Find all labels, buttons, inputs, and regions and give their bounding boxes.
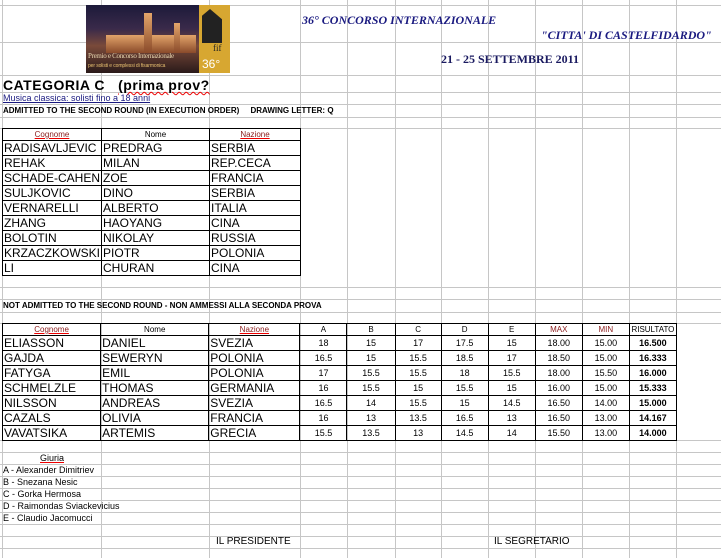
score-cell[interactable]: 18.50 bbox=[535, 351, 582, 366]
drawing-letter: DRAWING LETTER: Q bbox=[250, 106, 334, 115]
score-cell[interactable]: 15.5 bbox=[395, 351, 441, 366]
col-header-max: MAX bbox=[535, 324, 582, 336]
table-row[interactable] bbox=[3, 231, 301, 246]
country-cell[interactable]: POLONIA bbox=[209, 366, 300, 381]
score-cell[interactable]: 13.00 bbox=[582, 411, 629, 426]
score-cell[interactable]: 18 bbox=[300, 336, 347, 351]
col-header-cognome: Cognome bbox=[3, 324, 101, 336]
score-cell[interactable]: 15.5 bbox=[488, 366, 535, 381]
surname-cell[interactable]: SCHADE-CAHEN bbox=[4, 171, 101, 185]
row-gridline bbox=[0, 104, 721, 105]
score-cell[interactable]: 15.50 bbox=[535, 426, 582, 441]
country-cell[interactable]: GRECIA bbox=[209, 426, 300, 441]
col-header-a: A bbox=[300, 324, 347, 336]
score-cell[interactable]: 16.50 bbox=[535, 411, 582, 426]
surname-cell[interactable]: KRZACZKOWSKI bbox=[4, 246, 101, 260]
not-admitted-table bbox=[2, 323, 677, 441]
banner-line1: Premio e Concorso Internazionale bbox=[88, 52, 174, 60]
not-admitted-heading: NOT ADMITTED TO THE SECOND ROUND - NON AMMESSI ALLA SECONDA PROVA bbox=[3, 301, 322, 310]
score-cell[interactable]: 16 bbox=[300, 381, 347, 396]
category-label: CATEGORIA C bbox=[3, 77, 105, 93]
name-cell[interactable]: ZOE bbox=[102, 171, 210, 186]
surname-cell[interactable]: REHAK bbox=[3, 156, 102, 171]
country-cell[interactable]: REP.CECA bbox=[210, 156, 301, 171]
col-header-d: D bbox=[441, 324, 488, 336]
name-cell[interactable]: CHURAN bbox=[102, 261, 210, 276]
column-gridline bbox=[347, 0, 348, 558]
accordion-icon bbox=[202, 9, 222, 43]
score-cell[interactable]: 14 bbox=[488, 426, 535, 441]
name-cell[interactable]: PIOTR bbox=[102, 246, 210, 261]
score-cell[interactable]: 13.5 bbox=[395, 411, 441, 426]
score-cell[interactable]: 14.5 bbox=[488, 396, 535, 411]
score-cell[interactable]: 13.5 bbox=[347, 426, 395, 441]
col-header-nazione: Nazione bbox=[209, 324, 300, 336]
score-cell[interactable]: 15.5 bbox=[441, 381, 488, 396]
name-cell[interactable]: ARTEMIS bbox=[101, 426, 209, 441]
row-gridline bbox=[0, 488, 721, 489]
result-cell[interactable]: 15.333 bbox=[629, 381, 676, 396]
category-description: Musica classica: solisti fino a 18 anni bbox=[3, 93, 151, 103]
logo-text: fif bbox=[213, 43, 222, 53]
table-row[interactable] bbox=[3, 216, 301, 231]
surname-cell[interactable]: FATYGA bbox=[3, 366, 101, 381]
competition-banner-image bbox=[86, 5, 230, 73]
row-gridline bbox=[0, 452, 721, 453]
table-header bbox=[3, 324, 677, 336]
score-cell[interactable]: 15.00 bbox=[582, 381, 629, 396]
country-cell[interactable]: RUSSIA bbox=[210, 231, 301, 246]
admitted-heading-text: ADMITTED TO THE SECOND ROUND (IN EXECUTION ORDER) bbox=[3, 106, 240, 115]
name-cell[interactable]: SEWERYN bbox=[101, 351, 209, 366]
score-cell[interactable]: 15 bbox=[395, 381, 441, 396]
surname-cell[interactable]: VAVATSIKA bbox=[3, 426, 101, 441]
col-header-b: B bbox=[347, 324, 395, 336]
surname-cell[interactable]: ELIASSON bbox=[3, 336, 101, 351]
surname-cell[interactable]: ZHANG bbox=[3, 216, 102, 231]
table-row[interactable] bbox=[3, 186, 301, 201]
name-cell[interactable]: PREDRAG bbox=[102, 141, 210, 156]
name-cell[interactable]: HAOYANG bbox=[102, 216, 210, 231]
country-cell[interactable]: CINA bbox=[210, 216, 301, 231]
column-gridline bbox=[300, 0, 301, 558]
score-cell[interactable]: 14.5 bbox=[441, 426, 488, 441]
score-cell[interactable]: 13.00 bbox=[582, 426, 629, 441]
score-cell[interactable]: 16.5 bbox=[441, 411, 488, 426]
score-cell[interactable]: 17 bbox=[488, 351, 535, 366]
name-cell[interactable]: NIKOLAY bbox=[102, 231, 210, 246]
score-cell[interactable]: 15 bbox=[488, 336, 535, 351]
table-row[interactable] bbox=[3, 246, 301, 261]
column-gridline bbox=[488, 0, 489, 558]
row-gridline bbox=[0, 287, 721, 288]
table-row[interactable] bbox=[3, 381, 677, 396]
table-header bbox=[3, 129, 301, 141]
score-cell[interactable]: 18.5 bbox=[441, 351, 488, 366]
column-gridline bbox=[582, 0, 583, 558]
table-row[interactable] bbox=[3, 396, 677, 411]
column-gridline bbox=[676, 0, 677, 558]
score-cell[interactable]: 15 bbox=[347, 351, 395, 366]
surname-cell[interactable]: CAZALS bbox=[3, 411, 101, 426]
name-cell[interactable]: MILAN bbox=[102, 156, 210, 171]
score-cell[interactable]: 17 bbox=[300, 366, 347, 381]
score-cell[interactable]: 16 bbox=[300, 411, 347, 426]
secretary-signature-label: IL SEGRETARIO bbox=[494, 536, 570, 547]
country-cell[interactable]: SVEZIA bbox=[209, 336, 300, 351]
country-cell[interactable]: SVEZIA bbox=[209, 396, 300, 411]
row-gridline bbox=[0, 299, 721, 300]
table-row[interactable] bbox=[3, 156, 301, 171]
country-cell[interactable]: SERBIA bbox=[210, 141, 301, 156]
score-cell[interactable]: 18.00 bbox=[535, 366, 582, 381]
country-cell[interactable]: POLONIA bbox=[209, 351, 300, 366]
name-cell[interactable]: ALBERTO bbox=[102, 201, 210, 216]
jury-title: Giuria bbox=[40, 453, 65, 463]
surname-cell[interactable]: SULJKOVIC bbox=[3, 186, 102, 201]
country-cell[interactable]: SERBIA bbox=[210, 186, 301, 201]
category-title bbox=[3, 77, 210, 93]
score-cell[interactable]: 15.5 bbox=[347, 366, 395, 381]
score-cell[interactable]: 13 bbox=[347, 411, 395, 426]
name-cell[interactable]: THOMAS bbox=[101, 381, 209, 396]
result-cell[interactable]: 14.167 bbox=[629, 411, 676, 426]
score-cell[interactable]: 13 bbox=[488, 411, 535, 426]
score-cell[interactable]: 14.00 bbox=[582, 396, 629, 411]
col-header-c: C bbox=[395, 324, 441, 336]
jury-member: A - Alexander Dimitriev bbox=[3, 465, 95, 475]
surname-cell[interactable]: GAJDA bbox=[3, 351, 101, 366]
tower-shape bbox=[144, 13, 152, 53]
table-row[interactable] bbox=[3, 426, 677, 441]
col-header-nome: Nome bbox=[101, 324, 209, 336]
score-cell[interactable]: 15.5 bbox=[395, 396, 441, 411]
column-gridline bbox=[441, 0, 442, 558]
score-cell[interactable]: 18 bbox=[441, 366, 488, 381]
surname-cell[interactable]: VERNARELLI bbox=[3, 201, 102, 216]
score-cell[interactable]: 16.50 bbox=[535, 396, 582, 411]
surname-cell[interactable]: RADISAVLJEVIC bbox=[3, 141, 102, 156]
result-cell[interactable]: 16.333 bbox=[629, 351, 676, 366]
score-cell[interactable]: 13 bbox=[395, 426, 441, 441]
jury-member: E - Claudio Jacomucci bbox=[3, 513, 93, 523]
president-signature-label: IL PRESIDENTE bbox=[216, 536, 291, 547]
table-row[interactable] bbox=[3, 141, 301, 156]
result-cell[interactable]: 15.000 bbox=[629, 396, 676, 411]
column-gridline bbox=[535, 0, 536, 558]
tower-shape bbox=[174, 23, 180, 53]
name-cell[interactable]: DINO bbox=[102, 186, 210, 201]
row-gridline bbox=[0, 536, 721, 537]
fif-logo bbox=[199, 5, 230, 73]
col-cognome: Cognome bbox=[3, 129, 102, 141]
score-cell[interactable]: 17 bbox=[395, 336, 441, 351]
score-cell[interactable]: 15.5 bbox=[300, 426, 347, 441]
edition-badge: 36° bbox=[202, 57, 221, 71]
result-cell[interactable]: 16.500 bbox=[629, 336, 676, 351]
country-cell[interactable]: CINA bbox=[210, 261, 301, 276]
competition-city: "CITTA' DI CASTELFIDARDO" bbox=[541, 28, 712, 42]
admitted-heading bbox=[3, 106, 334, 115]
row-gridline bbox=[0, 524, 721, 525]
col-header-risultato: RISULTATO bbox=[629, 324, 676, 336]
surname-cell[interactable]: NILSSON bbox=[3, 396, 101, 411]
country-cell[interactable]: FRANCIA bbox=[210, 171, 301, 186]
score-cell[interactable]: 16.00 bbox=[535, 381, 582, 396]
col-header-e: E bbox=[488, 324, 535, 336]
row-gridline bbox=[0, 476, 721, 477]
surname-cell[interactable]: BOLOTIN bbox=[3, 231, 102, 246]
row-gridline bbox=[0, 312, 721, 313]
col-nazione: Nazione bbox=[210, 129, 301, 141]
competition-title: 36° CONCORSO INTERNAZIONALE bbox=[302, 13, 497, 27]
table-row[interactable] bbox=[3, 171, 301, 186]
score-cell[interactable]: 15.00 bbox=[582, 336, 629, 351]
jury-member: B - Snezana Nesic bbox=[3, 477, 78, 487]
column-gridline bbox=[395, 0, 396, 558]
competition-dates: 21 - 25 SETTEMBRE 2011 bbox=[441, 52, 580, 66]
score-cell[interactable]: 15.00 bbox=[582, 351, 629, 366]
name-cell[interactable]: DANIEL bbox=[101, 336, 209, 351]
surname-cell[interactable]: SCHMELZLE bbox=[3, 381, 101, 396]
row-gridline bbox=[0, 117, 721, 118]
score-cell[interactable]: 15 bbox=[347, 336, 395, 351]
score-cell[interactable]: 15.50 bbox=[582, 366, 629, 381]
admitted-table bbox=[2, 128, 301, 276]
row-gridline bbox=[0, 464, 721, 465]
score-cell[interactable]: 17.5 bbox=[441, 336, 488, 351]
table-row[interactable] bbox=[3, 351, 677, 366]
jury-member: C - Gorka Hermosa bbox=[3, 489, 82, 499]
score-cell[interactable]: 16.5 bbox=[300, 351, 347, 366]
name-cell[interactable]: ANDREAS bbox=[101, 396, 209, 411]
score-cell[interactable]: 18.00 bbox=[535, 336, 582, 351]
country-cell[interactable]: GERMANIA bbox=[209, 381, 300, 396]
country-cell[interactable]: POLONIA bbox=[210, 246, 301, 261]
name-cell[interactable]: EMIL bbox=[101, 366, 209, 381]
table-row[interactable] bbox=[3, 261, 301, 276]
result-cell[interactable]: 14.000 bbox=[629, 426, 676, 441]
score-cell[interactable]: 15.5 bbox=[395, 366, 441, 381]
col-nome: Nome bbox=[102, 129, 210, 141]
name-cell[interactable]: OLIVIA bbox=[101, 411, 209, 426]
table-row[interactable] bbox=[3, 366, 677, 381]
table-row[interactable] bbox=[3, 336, 677, 351]
score-cell[interactable]: 15.5 bbox=[347, 381, 395, 396]
category-round: (prima prov? bbox=[118, 77, 210, 93]
col-header-min: MIN bbox=[582, 324, 629, 336]
jury-member: D - Raimondas Sviackevicius bbox=[3, 501, 120, 511]
country-cell[interactable]: FRANCIA bbox=[209, 411, 300, 426]
row-gridline bbox=[0, 548, 721, 549]
surname-cell[interactable]: LI bbox=[3, 261, 102, 276]
score-cell[interactable]: 15 bbox=[441, 396, 488, 411]
banner-line2: per solisti e complessi di fisarmonica bbox=[88, 63, 166, 69]
country-cell[interactable]: ITALIA bbox=[210, 201, 301, 216]
result-cell[interactable]: 16.000 bbox=[629, 366, 676, 381]
score-cell[interactable]: 16.5 bbox=[300, 396, 347, 411]
row-gridline bbox=[0, 75, 721, 76]
score-cell[interactable]: 14 bbox=[347, 396, 395, 411]
table-row[interactable] bbox=[3, 411, 677, 426]
column-gridline bbox=[629, 0, 630, 558]
score-cell[interactable]: 15 bbox=[488, 381, 535, 396]
row-gridline bbox=[0, 512, 721, 513]
table-row[interactable] bbox=[3, 201, 301, 216]
